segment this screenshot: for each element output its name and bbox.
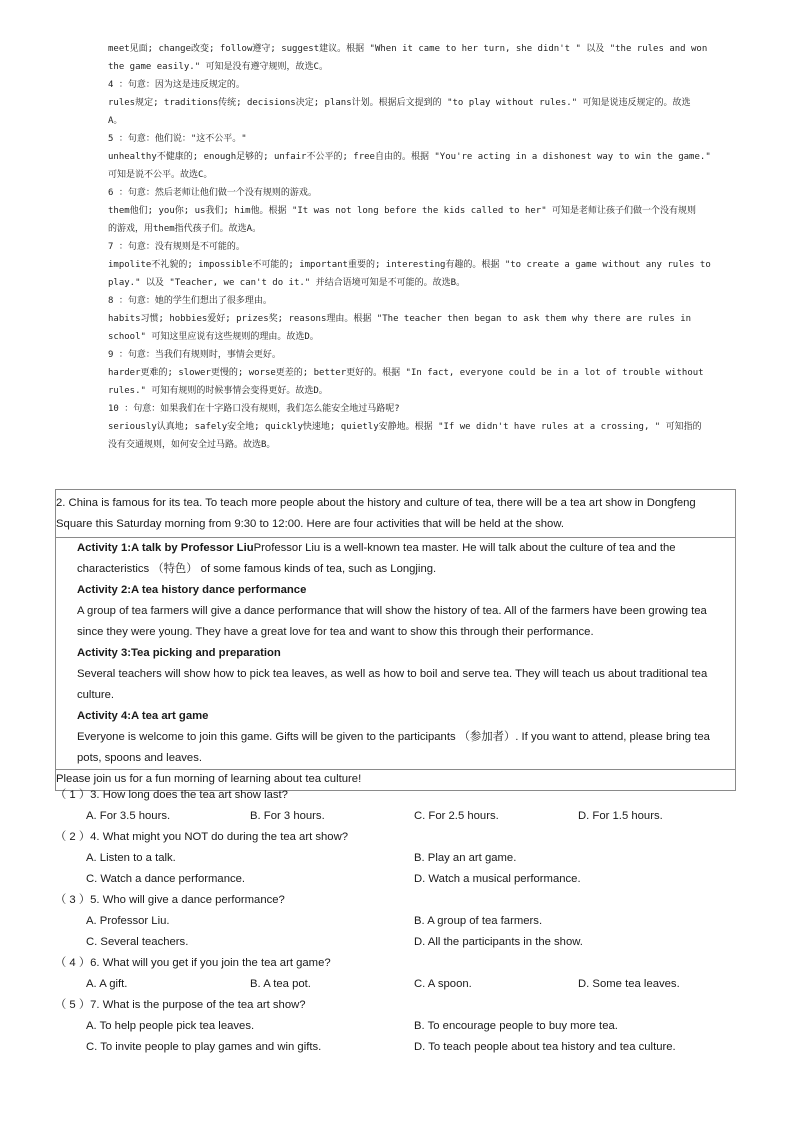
activity-4-title: Activity 4:A tea art game xyxy=(77,710,209,722)
options-row xyxy=(55,806,755,827)
activity-1-title: Activity 1:A talk by Professor Liu xyxy=(77,542,254,554)
explanation-line: them他们; you你; us我们; him他。根据 "It was not long before the kids called to her" 可知是老师让孩子们做一个没有规则 xyxy=(108,206,697,216)
explanation-line: impolite不礼貌的; impossible不可能的; important重要的; interesting有趣的。根据 "to create a game without any rules to xyxy=(108,260,711,270)
options-row xyxy=(55,869,755,890)
option-b: B. Play an art game. xyxy=(414,852,517,864)
activity-1 xyxy=(56,538,735,580)
option-c: C. A spoon. xyxy=(414,978,472,990)
explanation-line: unhealthy不健康的; enough足够的; unfair不公平的; free自由的。根据 "You're acting in a dishonest way to win the game." xyxy=(108,152,711,162)
activity-4-text: Everyone is welcome to join this game. Gifts will be given to the participants （参加者）. If you want to attend, please bring tea pots, spoons and leaves. xyxy=(77,731,710,764)
option-a: A. Professor Liu. xyxy=(86,915,170,927)
question: （ 2 ）4. What might you NOT do during the tea art show? xyxy=(55,831,349,843)
option-d: D. Watch a musical performance. xyxy=(414,873,581,885)
explanation-line: 6 ：句意：然后老师让他们做一个没有规则的游戏。 xyxy=(108,188,317,198)
explanation-line: A。 xyxy=(108,116,123,126)
option-d: D. Some tea leaves. xyxy=(578,978,680,990)
explanation-line: 9 ：句意：当我们有规则时，事情会更好。 xyxy=(108,350,281,360)
options-row xyxy=(55,932,755,953)
question-list xyxy=(55,785,755,1058)
option-d: D. For 1.5 hours. xyxy=(578,810,663,822)
option-a: A. For 3.5 hours. xyxy=(86,810,171,822)
explanation-line: the game easily." 可知是没有遵守规则，故选C。 xyxy=(108,62,328,72)
reading-passage-box xyxy=(55,489,736,791)
question: （ 5 ）7. What is the purpose of the tea art show? xyxy=(55,999,306,1011)
options-row xyxy=(55,974,755,995)
question: （ 1 ）3. How long does the tea art show last? xyxy=(55,789,288,801)
option-c: C. Several teachers. xyxy=(86,936,189,948)
passage-intro: 2. China is famous for its tea. To teach more people about the history and culture of tea, there will be a tea art show in Dongfeng Square this Saturday morning from 9:30 to 12:00. Here are four activities that will be held at the show. xyxy=(56,490,735,538)
explanation-line: rules规定; traditions传统; decisions决定; plans计划。根据后文提到的 "to play without rules." 可知是说违反规定的。故选 xyxy=(108,98,691,108)
explanation-line: 可知是说不公平。故选C。 xyxy=(108,170,213,180)
explanation-line: seriously认真地; safely安全地; quickly快速地; quietly安静地。根据 "If we didn't have rules at a crossing, " 可知指的 xyxy=(108,422,702,432)
option-b: B. A group of tea farmers. xyxy=(414,915,543,927)
option-a: A. Listen to a talk. xyxy=(86,852,176,864)
options-row xyxy=(55,1037,755,1058)
option-b: B. To encourage people to buy more tea. xyxy=(414,1020,618,1032)
activity-3-text: Several teachers will show how to pick tea leaves, as well as how to boil and serve tea. They will teach us about traditional tea culture. xyxy=(77,668,708,701)
explanation-line: 的游戏，用them指代孩子们。故选A。 xyxy=(108,224,262,234)
options-row xyxy=(55,911,755,932)
option-a: A. A gift. xyxy=(86,978,128,990)
explanation-line: school" 可知这里应说有这些规则的理由。故选D。 xyxy=(108,332,319,342)
option-b: B. For 3 hours. xyxy=(250,810,325,822)
explanation-line: habits习惯; hobbies爱好; prizes奖; reasons理由。根据 "The teacher then began to ask them why there are rules in xyxy=(108,314,692,324)
explanation-line: 没有交通规则，如何安全过马路。故选B。 xyxy=(108,440,276,450)
explanation-line: 5 ：句意：他们说："这不公平。" xyxy=(108,134,247,144)
activity-2-title: Activity 2:A tea history dance performance xyxy=(77,584,307,596)
passage-activities xyxy=(56,538,735,769)
option-b: B. A tea pot. xyxy=(250,978,311,990)
explanation-line: 10 ：句意：如果我们在十字路口没有规则，我们怎么能安全地过马路呢? xyxy=(108,404,400,414)
option-c: C. To invite people to play games and win gifts. xyxy=(86,1041,322,1053)
explanation-line: meet见面; change改变; follow遵守; suggest建议。根据 "When it came to her turn, she didn't " 以及 "the rules and won xyxy=(108,44,708,54)
explanation-line: 4 ：句意：因为这是违反规定的。 xyxy=(108,80,245,90)
question: （ 3 ）5. Who will give a dance performance? xyxy=(55,894,285,906)
question: （ 4 ）6. What will you get if you join the tea art game? xyxy=(55,957,331,969)
explanation-line: harder更难的; slower更慢的; worse更差的; better更好的。根据 "In fact, everyone could be in a lot of trouble without xyxy=(108,368,704,378)
option-a: A. To help people pick tea leaves. xyxy=(86,1020,255,1032)
option-c: C. For 2.5 hours. xyxy=(414,810,499,822)
explanation-line: 8 ：句意：她的学生们想出了很多理由。 xyxy=(108,296,272,306)
option-d: D. All the participants in the show. xyxy=(414,936,583,948)
activity-1-text: Professor Liu is a well-known tea master. He will talk about the culture of tea and the characteristics （特色） of some famous kinds of tea, such as Longjing. xyxy=(77,542,676,575)
options-row xyxy=(55,848,755,869)
option-c: C. Watch a dance performance. xyxy=(86,873,246,885)
explanation-line: play." 以及 "Teacher, we can't do it." 并结合语境可知是不可能的。故选B。 xyxy=(108,278,466,288)
activity-3-title: Activity 3:Tea picking and preparation xyxy=(77,647,281,659)
activity-2-text: A group of tea farmers will give a dance performance that will show the history of tea. All of the farmers have been growing tea since they were young. They have a great love for tea and want to show this through their performance. xyxy=(77,605,707,638)
explanation-line: rules." 可知有规则的时候事情会变得更好。故选D。 xyxy=(108,386,328,396)
answer-explanation xyxy=(108,40,726,454)
option-d: D. To teach people about tea history and tea culture. xyxy=(414,1041,676,1053)
explanation-line: 7 ：句意：没有规则是不可能的。 xyxy=(108,242,245,252)
options-row xyxy=(55,1016,755,1037)
passage-footer: Please join us for a fun morning of learning about tea culture! xyxy=(56,769,735,790)
